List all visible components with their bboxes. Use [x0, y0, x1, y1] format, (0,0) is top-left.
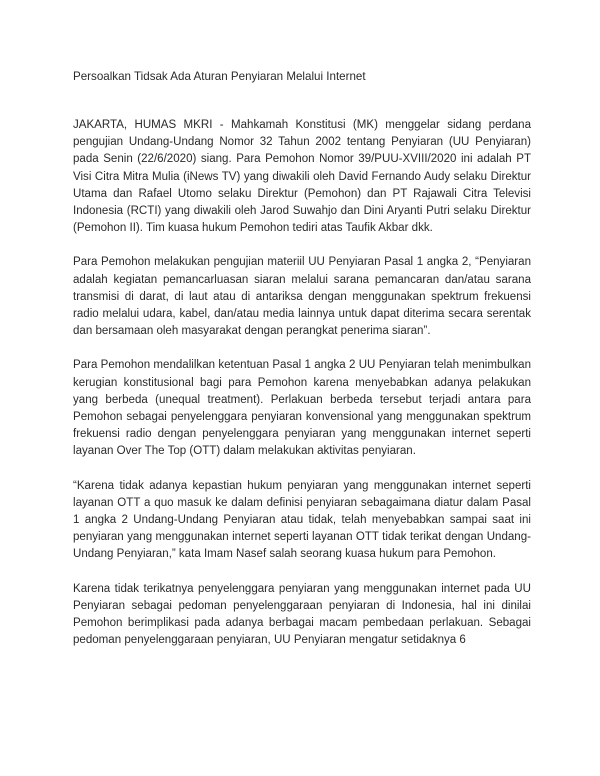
paragraph: Karena tidak terikatnya penyelenggara penyiaran yang menggunakan internet pada UU Penyiaran sebagai pedoman penyelenggaraan penyiaran di Indonesia, hal ini dinilai Pemohon berimplikasi pada adanya berbagai macam pembedaan perlakuan. Sebagai pedoman penyelenggaraan penyiaran, UU Penyiaran mengatur setidaknya 6 [73, 582, 531, 647]
paragraph: Para Pemohon melakukan pengujian materiil UU Penyiaran Pasal 1 angka 2, “Penyiaran adalah kegiatan pemancarluasan siaran melalui sarana pemancaran dan/atau sarana transmisi di darat, di laut atau di antariksa dengan menggunakan spektrum frekuensi radio melalui udara, kabel, dan/atau media lainnya untuk dapat diterima secara serentak dan bersamaan oleh masyarakat dengan perangkat penerima siaran”. [73, 256, 531, 338]
paragraph: JAKARTA, HUMAS MKRI - Mahkamah Konstitusi (MK) menggelar sidang perdana pengujian Undang-Undang Nomor 32 Tahun 2002 tentang Penyiaran (UU Penyiaran) pada Senin (22/6/2020) siang. Para Pemohon Nomor 39/PUU-XVIII/2020 ini adalah PT Visi Citra Mitra Mulia (iNews TV) yang diwakili oleh David Fernando Audy selaku Direktur Utama dan Rafael Utomo selaku Direktur (Pemohon) dan PT Rajawali Citra Televisi Indonesia (RCTI) yang diwakili oleh Jarod Suwahjo dan Dini Aryanti Putri selaku Direktur (Pemohon II). Tim kuasa hukum Pemohon tediri atas Taufik Akbar dkk. [73, 119, 531, 235]
paragraph: “Karena tidak adanya kepastian hukum penyiaran yang menggunakan internet seperti layanan OTT a quo masuk ke dalam definisi penyiaran sebagaimana diatur dalam Pasal 1 angka 2 Undang-Undang Penyiaran atau tidak, telah menyebabkan sampai saat ini penyiaran yang menggunakan internet seperti layanan OTT tidak terikat dengan Undang-Undang Penyiaran,” kata Imam Nasef salah seorang kuasa hukum para Pemohon. [73, 479, 531, 561]
paragraph: Para Pemohon mendalilkan ketentuan Pasal 1 angka 2 UU Penyiaran telah menimbulkan kerugian konstitusional bagi para Pemohon karena menyebabkan adanya pelakukan yang berbeda (unequal treatment). Perlakuan berbeda tersebut terjadi antara para Pemohon sebagai penyelenggara penyiaran konvensional yang menggunakan spektrum frekuensi radio dengan penyelenggara penyiaran yang menggunakan internet seperti layanan Over The Top (OTT) dalam melakukan aktivitas penyiaran. [73, 359, 531, 458]
document-body [73, 68, 531, 649]
document-title: Persoalkan Tidsak Ada Aturan Penyiaran Melalui Internet [73, 70, 366, 83]
